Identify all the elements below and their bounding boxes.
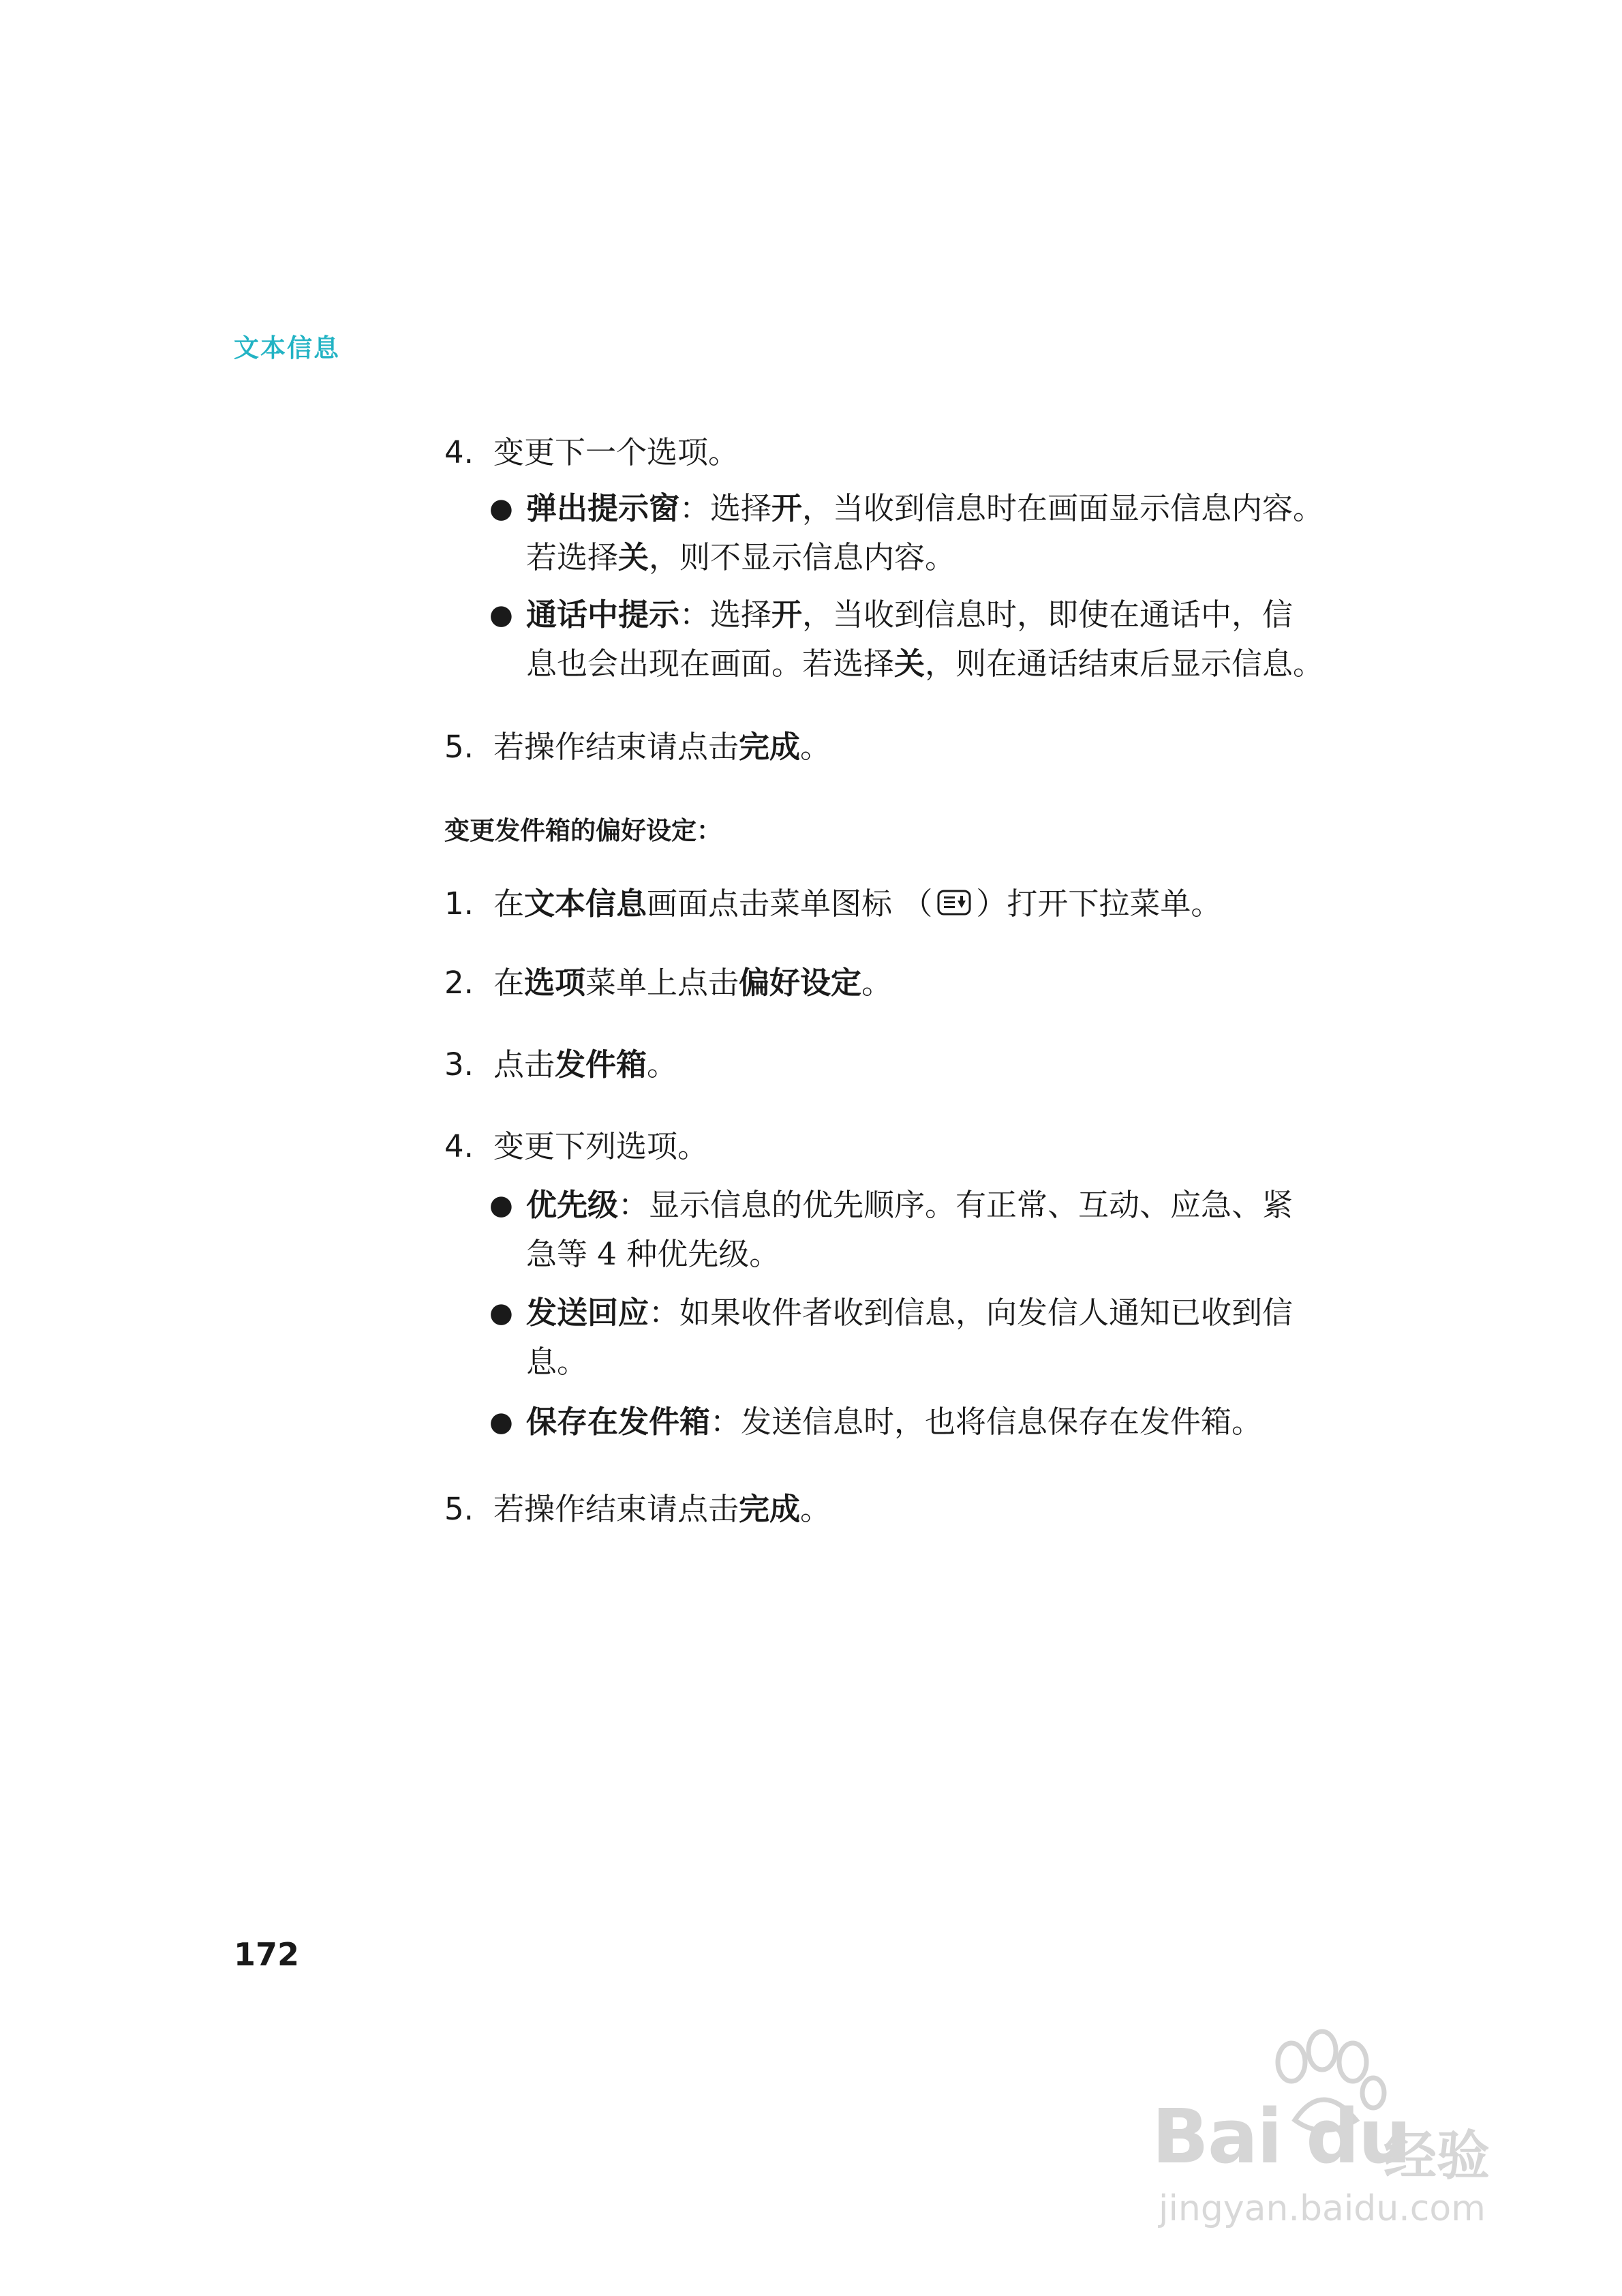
bullet-bold-on: 开 [771, 596, 803, 633]
bullet-dot-icon: ● [489, 1190, 513, 1221]
step-text: 在 [493, 886, 525, 922]
bullet-delivery-report [489, 1288, 1403, 1387]
bullet-text: ：显示信息的优先顺序。有正常、互动、应急、紧 [618, 1187, 1294, 1223]
menu-dropdown-icon [936, 888, 972, 926]
bullet-term: 优先级 [526, 1187, 619, 1223]
bullet-term: 通话中提示 [526, 596, 680, 633]
step-text: 。 [647, 1046, 678, 1083]
step-bold: 发件箱 [555, 1046, 647, 1083]
step-text: 菜单上点击 [585, 965, 739, 1001]
outbox-preferences-subheading: 变更发件箱的偏好设定： [444, 816, 722, 845]
step-text: ）打开下拉菜单。 [976, 886, 1222, 922]
step-text: 若操作结束请点击 [493, 729, 739, 765]
step-text: 。 [861, 965, 893, 1001]
bullet-text: ，则不显示信息内容。 [649, 539, 956, 575]
bullet-text: ：选择 [679, 490, 772, 526]
bullet-text: ：发送信息时，也将信息保存在发件箱。 [710, 1404, 1263, 1440]
step-text: 在 [493, 965, 525, 1001]
step-number: 4. [444, 1128, 474, 1164]
watermark-sub: 经验 [1383, 2126, 1490, 2187]
bullet-priority [489, 1181, 1403, 1279]
bullet-text: 急等 4 种优先级。 [526, 1236, 780, 1272]
watermark-url: jingyan.baidu.com [1159, 2188, 1486, 2229]
step-text: 点击 [493, 1046, 555, 1083]
bullet-bold-on: 开 [771, 490, 803, 526]
step-number: 2. [444, 965, 474, 1001]
bullet-text: 若选择 [526, 539, 619, 575]
step-text: 。 [800, 1491, 831, 1527]
step-number: 1. [444, 886, 474, 922]
section-label: 文本信息 [234, 333, 340, 363]
step-bold: 完成 [739, 1491, 801, 1527]
bullet-save-in-outbox [489, 1398, 1403, 1447]
step-bold: 偏好设定 [739, 965, 862, 1001]
step-3-outbox [444, 1046, 677, 1084]
bullet-term: 弹出提示窗 [526, 490, 680, 526]
step-4-change-next-option [444, 434, 739, 472]
step-text: 若操作结束请点击 [493, 1491, 739, 1527]
bullet-term: 发送回应 [526, 1295, 649, 1331]
step-4-change-options [444, 1128, 708, 1166]
bullet-text: 息。 [526, 1344, 588, 1380]
step-text: 画面点击菜单图标 （ [647, 886, 933, 922]
step-number: 3. [444, 1046, 474, 1083]
bullet-dot-icon: ● [489, 1406, 513, 1438]
bullet-dot-icon: ● [489, 493, 513, 524]
step-bold: 文本信息 [524, 886, 647, 922]
baidu-watermark [1152, 2072, 1533, 2250]
step-number: 5. [444, 729, 474, 765]
step-number: 4. [444, 434, 474, 470]
bullet-bold-off: 关 [618, 539, 649, 575]
bullet-text: ：选择 [679, 596, 772, 633]
bullet-dot-icon: ● [489, 1297, 513, 1329]
watermark-brand: Bai du [1152, 2093, 1411, 2180]
bullet-call-notice [489, 590, 1403, 689]
step-bold: 选项 [524, 965, 586, 1001]
step-text: 变更下列选项。 [493, 1128, 709, 1164]
bullet-text: ，则在通话结束后显示信息。 [925, 646, 1324, 682]
bullet-dot-icon: ● [489, 599, 513, 631]
step-number: 5. [444, 1491, 474, 1527]
step-text: 。 [800, 729, 831, 765]
bullet-text: ，当收到信息时在画面显示信息内容。 [802, 490, 1324, 526]
step-5-done [444, 728, 831, 766]
step-2-preferences [444, 964, 892, 1002]
bullet-text: 息也会出现在画面。若选择 [526, 646, 895, 682]
step-text: 变更下一个选项。 [493, 434, 739, 470]
bullet-popup-notice [489, 484, 1403, 582]
bullet-text: ：如果收件者收到信息，向发信人通知已收到信 [649, 1295, 1294, 1331]
bullet-bold-off: 关 [894, 646, 925, 682]
step-1-open-menu [444, 885, 1221, 926]
step-5-done [444, 1490, 831, 1528]
page-number: 172 [234, 1936, 300, 1973]
step-bold: 完成 [739, 729, 801, 765]
bullet-term: 保存在发件箱 [526, 1404, 711, 1440]
bullet-text: ，当收到信息时，即使在通话中，信 [802, 596, 1294, 633]
